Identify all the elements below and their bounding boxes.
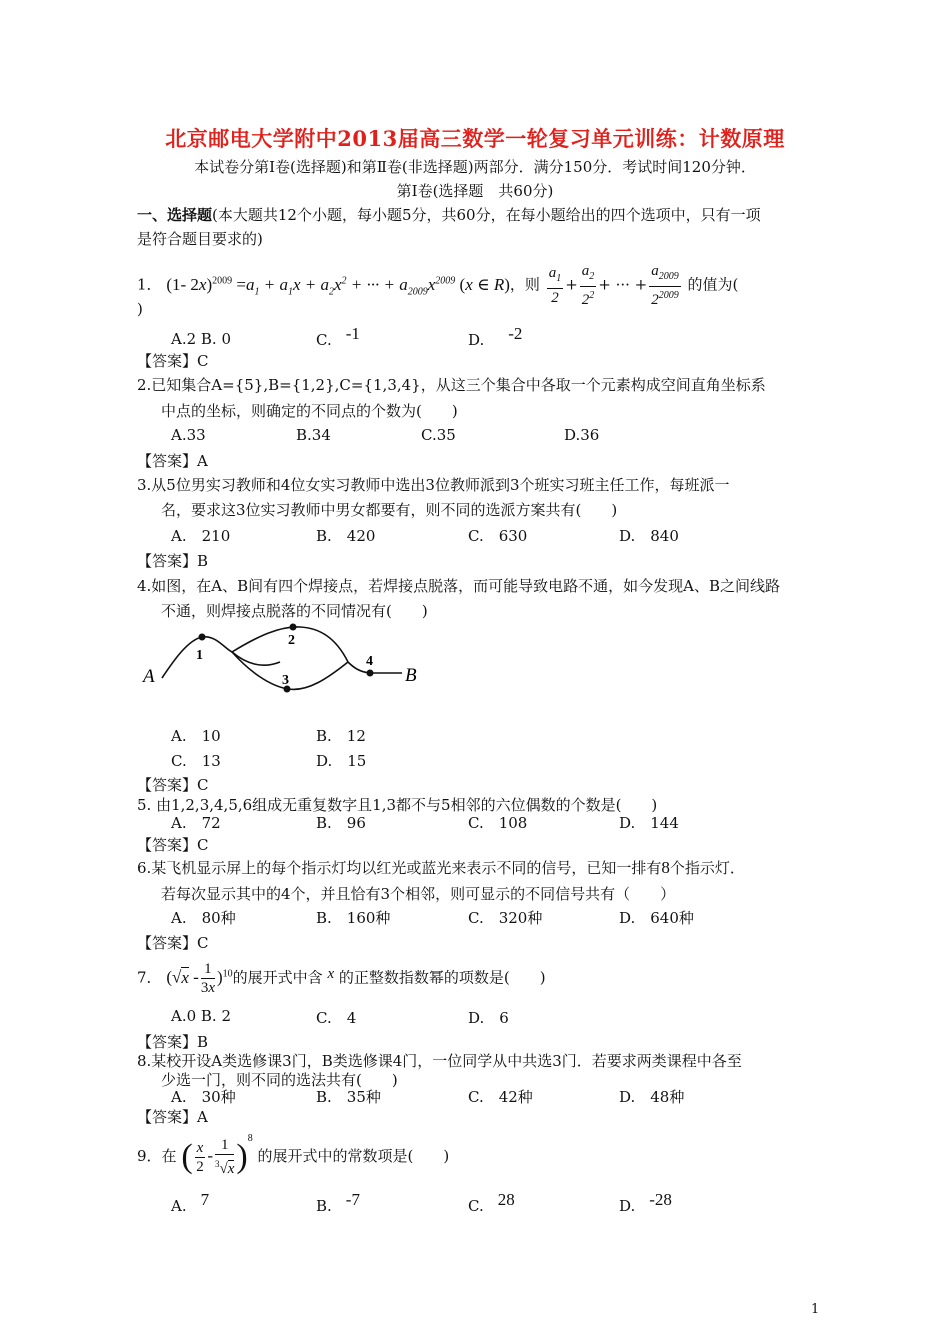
circuit-wire-right: [348, 662, 402, 673]
label-point-3: 3: [282, 673, 289, 688]
q5-option-b: B. 96: [316, 814, 366, 832]
document-title: 北京邮电大学附中2013届高三数学一轮复习单元训练：计数原理: [165, 126, 785, 151]
q5-answer: 【答案】C: [137, 836, 209, 854]
q9-fraction-2: $\frac{1}{^3√x}$: [215, 1137, 235, 1177]
part-one-heading: 第Ⅰ卷(选择题 共60分): [396, 182, 554, 200]
q1-close-paren: ): [137, 300, 143, 318]
q3-option-c: C. 630: [468, 527, 528, 545]
q1-option-ab: A.2 B. 0: [171, 330, 232, 348]
section-label: 一、选择题: [137, 206, 213, 224]
section-instructions: (本大题共12个小题，每小题5分，共60分，在每小题给出的四个选项中，只有一项: [212, 206, 761, 224]
q6-answer: 【答案】C: [137, 934, 209, 952]
q7-fraction: $\frac{1}{3x}$: [200, 961, 215, 996]
q1-fraction-3: $\frac{a_{2009}}{2^{2009}}$: [651, 263, 679, 308]
q2-option-c: C.35: [421, 426, 456, 444]
section-instructions-line2: 是符合题目要求的): [137, 230, 263, 248]
q7-formula: (√x -: [166, 967, 199, 987]
q5-option-a: A. 72: [171, 814, 221, 832]
q1-option-d: D. -2: [468, 324, 523, 349]
q6-option-a: A. 80种: [171, 909, 236, 927]
q4-option-d: D. 15: [316, 752, 367, 770]
q6-option-d: D. 640种: [619, 909, 694, 927]
q2-answer: 【答案】A: [137, 452, 208, 470]
q6-option-b: B. 160种: [316, 909, 391, 927]
q4-option-c: C. 13: [171, 752, 221, 770]
question-number: 1．: [137, 275, 162, 294]
question-9: 9．在 ( $\frac{x}{2}$ - $\frac{1}{^3√x}$ )$^8$ 的展开式中的常数项是( ): [137, 1133, 450, 1177]
label-point-2: 2: [288, 633, 295, 648]
question-1: 1． (1- $2x)^{2009} =a_1 + a_1x + a_2x^2$ + ··· + $a_{2009}x^{2009}$ (x ∈ R)，则 $\frac{a_1}{2}$ + $\frac{a_2}{2^2}$ + ··· + $\frac{a_{2009}}{2^{2009}}$ 的值为(: [137, 263, 739, 308]
circuit-wire-lower: [232, 652, 348, 689]
q3-option-a: A. 210: [171, 527, 231, 545]
q6-option-c: C. 320种: [468, 909, 543, 927]
q1-answer: 【答案】C: [137, 352, 209, 370]
q7-option-c: C. 4: [316, 1009, 357, 1027]
q2-option-b: B.34: [296, 426, 331, 444]
q7-option-d: D. 6: [468, 1009, 509, 1027]
q9-option-d: D. -28: [619, 1190, 672, 1215]
q3-option-b: B. 420: [316, 527, 376, 545]
q1-option-c: C. -1: [316, 324, 360, 349]
q3-option-d: D. 840: [619, 527, 679, 545]
question-4-line2: 不通，则焊接点脱落的不同情况有( ): [161, 602, 428, 620]
q8-option-d: D. 48种: [619, 1088, 685, 1106]
q4-answer: 【答案】C: [137, 776, 209, 794]
q5-option-c: C. 108: [468, 814, 528, 832]
label-point-4: 4: [366, 654, 373, 669]
q8-answer: 【答案】A: [137, 1108, 208, 1126]
exam-intro: 本试卷分第Ⅰ卷(选择题)和第Ⅱ卷(非选择题)两部分．满分150分．考试时间120分钟．: [194, 158, 756, 176]
question-3: 3.从5位男实习教师和4位女实习教师中选出3位教师派到3个班实习班主任工作，每班派一: [137, 476, 730, 494]
q8-option-b: B. 35种: [316, 1088, 381, 1106]
question-2-line2: 中点的坐标，则确定的不同点的个数为( ): [161, 402, 458, 420]
question-4: 4.如图，在A、B间有四个焊接点，若焊接点脱落，而可能导致电路不通，如今发现A、B之间线路: [137, 577, 781, 595]
q2-option-a: A.33: [171, 426, 206, 444]
section-heading: [137, 204, 761, 225]
q9-option-a: A. 7: [171, 1190, 210, 1215]
question-2: 2.已知集合A={5},B={1,2},C={1,3,4}，从这三个集合中各取一个元素构成空间直角坐标系: [137, 376, 766, 394]
question-8-line2: 少选一门，则不同的选法共有( ): [161, 1071, 398, 1089]
page-number: 1: [811, 1302, 820, 1317]
circuit-diagram: [140, 622, 440, 702]
label-point-1: 1: [196, 648, 203, 663]
solder-point-1: [199, 634, 206, 641]
q9-option-b: B. -7: [316, 1190, 360, 1215]
question-5: 5. 由1,2,3,4,5,6组成无重复数字且1,3都不与5相邻的六位偶数的个数是( ): [137, 796, 658, 814]
q4-option-b: B. 12: [316, 727, 366, 745]
solder-point-2: [290, 624, 297, 631]
q9-fraction-1: $\frac{x}{2}$: [196, 1139, 204, 1175]
q1-formula: (1- $2x)^{2009} =a_1 + a_1x + a_2x^2$ + ··· + $a_{2009}x^{2009}$ (x ∈ R): [166, 274, 510, 297]
q9-option-c: C. 28: [468, 1190, 515, 1215]
question-3-line2: 名，要求这3位实习教师中男女都要有，则不同的选派方案共有( ): [161, 501, 618, 519]
solder-point-4: [367, 670, 374, 677]
q7-answer: 【答案】B: [137, 1033, 209, 1051]
q5-option-d: D. 144: [619, 814, 679, 832]
q3-answer: 【答案】B: [137, 552, 209, 570]
q8-option-c: C. 42种: [468, 1088, 533, 1106]
q8-option-a: A. 30种: [171, 1088, 236, 1106]
label-b: B: [405, 665, 417, 686]
question-6-line2: 若每次显示其中的4个，并且恰有3个相邻，则可显示的不同信号共有（ ）: [161, 885, 676, 903]
q7-option-ab: A.0 B. 2: [171, 1007, 232, 1025]
q2-option-d: D.36: [564, 426, 600, 444]
circuit-wire-left: [162, 637, 280, 678]
question-8: 8.某校开设A类选修课3门，B类选修课4门，一位同学从中共选3门．若要求两类课程中各至: [137, 1052, 742, 1070]
label-a: A: [143, 666, 155, 687]
q4-option-a: A. 10: [171, 727, 221, 745]
q1-fraction-1: $\frac{a_1}{2}$: [548, 265, 562, 306]
question-6: 6.某飞机显示屏上的每个指示灯均以红光或蓝光来表示不同的信号，已知一排有8个指示灯．: [137, 858, 745, 877]
question-7: 7． (√x - $\frac{1}{3x}$ )$^{10}$的展开式中含 x 的正整数指数幂的项数是( ): [137, 961, 546, 996]
q1-fraction-2: $\frac{a_2}{2^2}$: [581, 263, 595, 308]
